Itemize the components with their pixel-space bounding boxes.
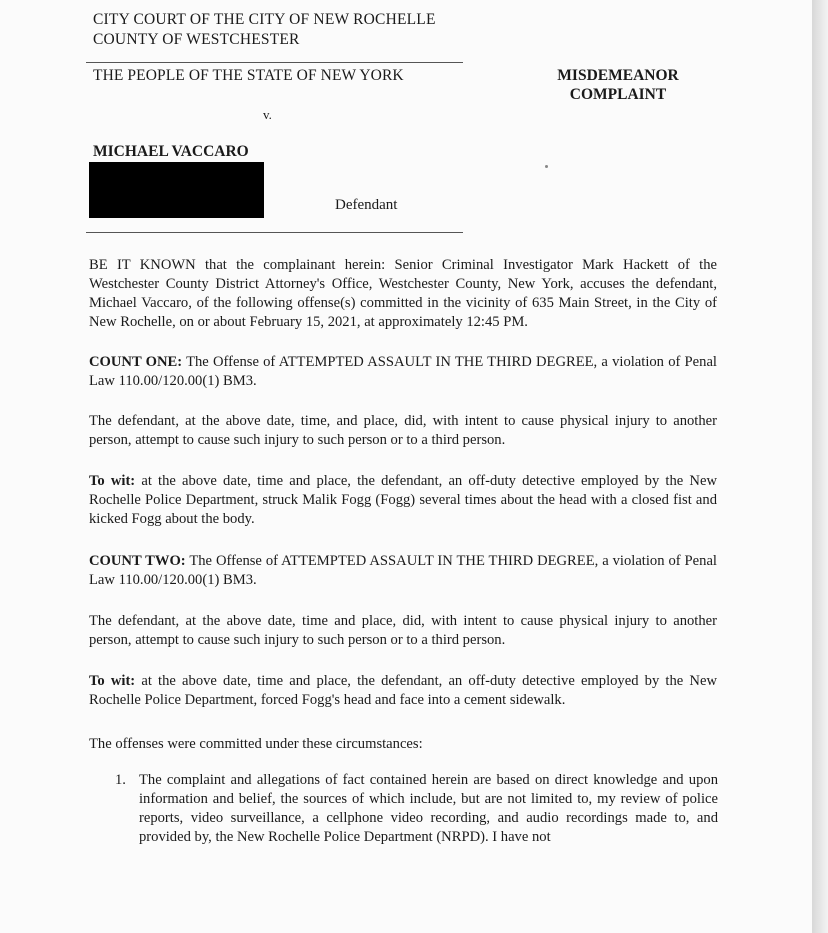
count-one-label: COUNT ONE:	[89, 354, 183, 370]
list-item-number: 1.	[115, 772, 126, 788]
plaintiff-name: THE PEOPLE OF THE STATE OF NEW YORK	[93, 67, 404, 84]
redaction-block	[89, 162, 264, 218]
count-one-to-wit	[89, 472, 717, 529]
to-wit-label: To wit:	[89, 473, 136, 489]
intro-paragraph: BE IT KNOWN that the complainant herein: Senior Criminal Investigator Mark Hackett of the Westchester County District Attorney's Office, Westchester County, New York, accuses the defendant, Michael Vaccaro, of the following offense(s) committed in the vicinity of 635 Main Street, in the City of New Rochelle, on or about February 15, 2021, at approximately 12:45 PM.	[89, 257, 717, 330]
count-one-text: The Offense of ATTEMPTED ASSAULT IN THE THIRD DEGREE, a violation of Penal Law 110.00/120.00(1) BM3.	[89, 354, 717, 389]
document-type-line1: MISDEMEANOR	[557, 67, 679, 84]
scan-speck	[545, 165, 548, 168]
to-wit-text: at the above date, time and place, the defendant, an off-duty detective employed by the New Rochelle Police Department, struck Malik Fogg (Fogg) several times about the head with a closed fist and kicked Fogg about the body.	[89, 473, 717, 527]
versus-label: v.	[263, 107, 272, 122]
count-two-label: COUNT TWO:	[89, 553, 186, 569]
to-wit-text: at the above date, time and place, the defendant, an off-duty detective employed by the New Rochelle Police Department, forced Fogg's head and face into a cement sidewalk.	[89, 673, 717, 708]
document-type-line2: COMPLAINT	[569, 86, 667, 103]
page-edge-shadow	[812, 0, 828, 933]
document-type	[548, 66, 688, 104]
count-two-description: The defendant, at the above date, time and place, did, with intent to cause physical injury to another person, attempt to cause such injury to such person or to a third person.	[89, 613, 717, 648]
count-two-text: The Offense of ATTEMPTED ASSAULT IN THE THIRD DEGREE, a violation of Penal Law 110.00/120.00(1) BM3.	[89, 553, 717, 588]
count-two-heading	[89, 552, 717, 590]
to-wit-label: To wit:	[89, 673, 136, 689]
circumstances-heading: The offenses were committed under these circumstances:	[89, 736, 423, 752]
defendant-label: Defendant	[335, 197, 398, 213]
count-one-heading	[89, 353, 717, 391]
court-caption	[93, 10, 436, 50]
count-one-description: The defendant, at the above date, time, and place, did, with intent to cause physical injury to another person, attempt to cause such injury to such person or to a third person.	[89, 413, 717, 448]
list-item-text: The complaint and allegations of fact contained herein are based on direct knowledge and upon information and belief, the sources of which include, but are not limited to, my review of police reports, video surveillance, a cellphone video recording, and audio recordings made to, and provided by, the New Rochelle Police Department (NRPD). I have not	[139, 772, 718, 845]
caption-top-rule	[86, 62, 463, 63]
count-two-to-wit	[89, 672, 717, 710]
court-county: COUNTY OF WESTCHESTER	[93, 31, 300, 48]
caption-bottom-rule	[86, 232, 463, 233]
defendant-name: MICHAEL VACCARO	[93, 143, 249, 160]
court-name: CITY COURT OF THE CITY OF NEW ROCHELLE	[93, 11, 436, 28]
